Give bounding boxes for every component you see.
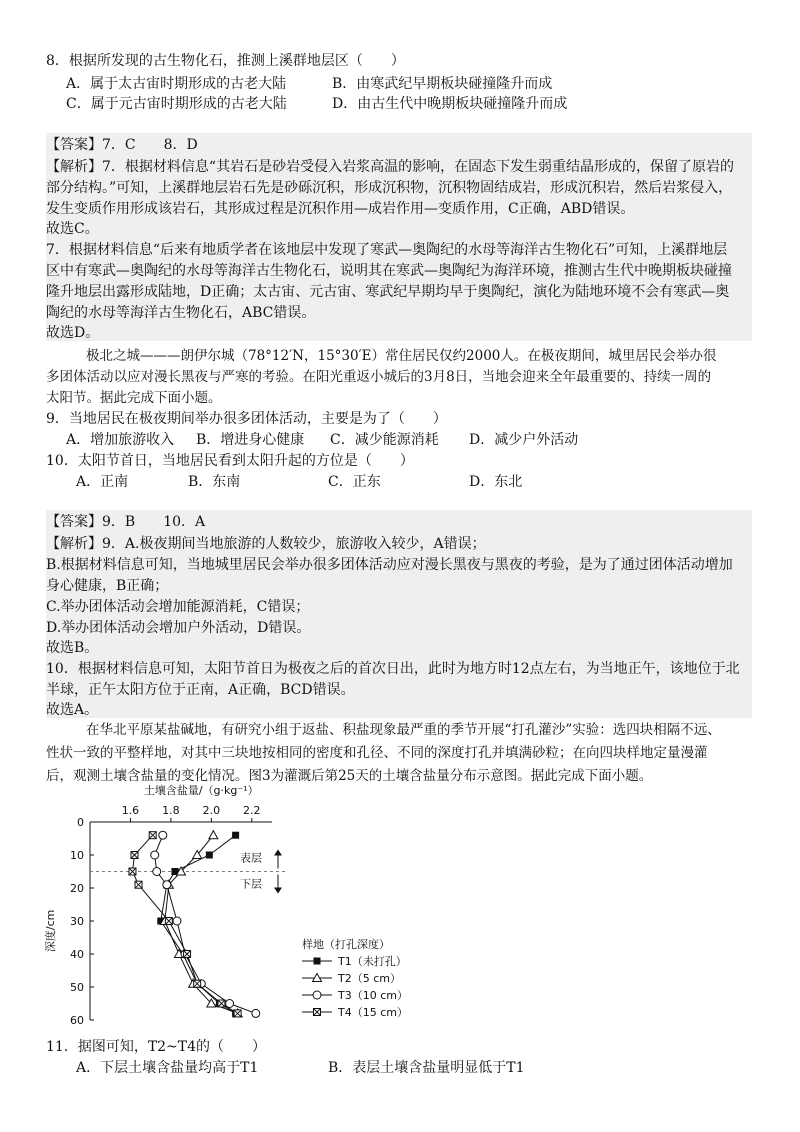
legend-title: 样地（打孔深度） (302, 938, 390, 951)
q10-stem: 10．太阳节首日，当地居民看到太阳升起的方位是（ ） (46, 453, 414, 469)
data-point-t1 (206, 852, 213, 859)
legend-marker (314, 958, 321, 965)
y-tick-label: 20 (70, 882, 84, 895)
legend-marker (314, 1009, 321, 1016)
answer-7-8: 【答案】7．C 8．D (46, 137, 198, 153)
y-tick-label: 40 (70, 948, 84, 961)
legend-entry: T1（未打孔） (338, 955, 407, 968)
data-point-t2 (209, 831, 218, 839)
material-paragraph: 后，观测土壤含盐量的变化情况。图3为灌溉后第25天的土壤含盐量分布示意图。据此完成下面小题。 (46, 768, 653, 784)
explanation-line: 身心健康，B正确； (46, 578, 169, 594)
answer-9-10: 【答案】9．B 10．A (46, 514, 206, 530)
data-point-t4 (129, 868, 136, 875)
explanation-line: 【解析】9．A.极夜期间当地旅游的人数较少，旅游收入较少，A错误； (46, 536, 486, 552)
q11-option-a: A．下层土壤含盐量均高于T1 (76, 1060, 259, 1076)
data-point-t3 (163, 881, 171, 889)
q9-option-c: C．减少能源消耗 (330, 432, 439, 448)
series-line-t4 (133, 835, 238, 1013)
data-point-t4 (149, 832, 156, 839)
explanation-line: 部分结构。”可知，上溪群地层岩石先是砂砾沉积，形成沉积物，沉积物固结成岩，形成沉积岩，然后岩浆侵入， (46, 180, 733, 196)
explanation-line: 故选A。 (46, 702, 99, 718)
explanation-line: 7．根据材料信息“后来有地质学者在该地层中发现了寒武—奥陶纪的水母等海洋古生物化石”可知，上溪群地层 (46, 242, 728, 258)
data-point-t3 (173, 917, 181, 925)
material-paragraph: 太阳节。据此完成下面小题。 (46, 390, 222, 406)
explanation-line: 故选B。 (46, 640, 99, 656)
q10-option-d: D．东北 (469, 474, 523, 490)
data-point-t4 (165, 918, 172, 925)
subsurface-layer-label: 下层 (240, 877, 262, 891)
explanation-line: D.举办团体活动会增加户外活动，D错误。 (46, 620, 311, 636)
q8-stem: 8．根据所发现的古生物化石，推测上溪群地层区（ ） (46, 53, 405, 69)
explanation-line: 故选D。 (46, 325, 100, 341)
y-tick-label: 0 (77, 816, 84, 829)
explanation-line: 10．根据材料信息可知，太阳节首日为极夜之后的首次日出，此时为地方时12点左右，为当地正午，该地位于北 (46, 661, 740, 677)
data-point-t3 (151, 851, 159, 859)
x-tick-label: 1.8 (162, 804, 180, 817)
x-tick-label: 1.6 (121, 804, 140, 817)
q9-stem: 9．当地居民在极夜期间举办很多团体活动，主要是为了（ ） (46, 411, 447, 427)
data-point-t4 (218, 1000, 225, 1007)
data-point-t3 (159, 831, 167, 839)
q10-option-b: B．东南 (188, 474, 241, 490)
q8-option-d: D．由古生代中晚期板块碰撞隆升而成 (332, 96, 568, 112)
material-paragraph: 在华北平原某盐碱地，有研究小组于返盐、积盐现象最严重的季节开展“打孔灌沙”实验：选四块相隔不远、 (86, 722, 721, 738)
soil-salt-chart (40, 782, 460, 1038)
data-point-t3 (153, 868, 161, 876)
y-tick-label: 50 (70, 981, 84, 994)
y-tick-label: 60 (70, 1014, 84, 1027)
data-point-t4 (135, 881, 142, 888)
legend-marker (313, 991, 321, 999)
y-axis-label: 深度/cm (44, 909, 57, 953)
explanation-line: B.根据材料信息可知，当地城里居民会举办很多团体活动应对漫长黑夜与黑夜的考验，是为了通过团体活动增加 (46, 557, 733, 573)
q8-option-a: A．属于太古宙时期形成的古老大陆 (66, 76, 287, 92)
x-tick-label: 2.2 (243, 804, 261, 817)
y-tick-label: 30 (70, 915, 84, 928)
surface-layer-label: 表层 (240, 851, 262, 865)
x-tick-label: 2.0 (202, 804, 221, 817)
legend-entry: T2（5 cm） (338, 972, 401, 985)
explanation-line: C.举办团体活动会增加能源消耗，C错误； (46, 599, 310, 615)
explanation-line: 区中有寒武—奥陶纪的水母等海洋古生物化石，说明其在寒武—奥陶纪为海洋环境，推测古生代中晚期板块碰撞 (46, 263, 732, 279)
data-point-t4 (234, 1010, 241, 1017)
material-paragraph: 极北之城———朗伊尔城（78°12′N，15°30′E）常住居民仅约2000人。在极夜期间，城里居民会举办很 (86, 348, 717, 364)
chart-title: 土壤含盐量/（g·kg⁻¹） (143, 784, 259, 797)
q8-option-c: C．属于元古宙时期形成的古老大陆 (66, 96, 287, 112)
y-tick-label: 10 (70, 849, 84, 862)
data-point-t4 (131, 852, 138, 859)
q9-option-d: D．减少户外活动 (469, 432, 579, 448)
explanation-line: 发生变质作用形成该岩石，其形成过程是沉积作用—成岩作用—变质作用，C正确，ABD错误。 (46, 201, 635, 217)
q9-option-b: B．增进身心健康 (196, 432, 305, 448)
explanation-line: 陶纪的水母等海洋古生物化石，ABC错误。 (46, 305, 316, 321)
data-point-t4 (184, 951, 191, 958)
q11-stem: 11．据图可知，T2~T4的（ ） (46, 1039, 267, 1055)
material-paragraph: 多团体活动以应对漫长黑夜与严寒的考验。在阳光重返小城后的3月8日，当地会迎来全年最重要的、持续一周的 (46, 369, 712, 385)
down-arrow-head-icon (274, 888, 282, 894)
legend-entry: T4（15 cm） (338, 1006, 408, 1019)
material-paragraph: 性状一致的平整样地，对其中三块地按相同的密度和孔径、不同的深度打孔并填满砂粒；在向四块样地定量漫灌 (46, 745, 708, 761)
up-arrow-head-icon (274, 850, 282, 856)
q8-option-b: B．由寒武纪早期板块碰撞隆升而成 (332, 76, 553, 92)
explanation-line: 故选C。 (46, 221, 99, 237)
explanation-line: 【解析】7．根据材料信息“其岩石是砂岩受侵入岩浆高温的影响，在固态下发生弱重结晶形成的，保留了原岩的 (46, 159, 735, 175)
q9-option-a: A．增加旅游收入 (66, 432, 175, 448)
data-point-t3 (252, 1009, 260, 1017)
data-point-t1 (232, 832, 239, 839)
explanation-line: 半球，正午太阳方位于正南，A正确，BCD错误。 (46, 682, 355, 698)
explanation-line: 隆升地层出露形成陆地，D正确；太古宙、元古宙、寒武纪早期均早于奥陶纪，演化为陆地环境不会有寒武—奥 (46, 284, 730, 300)
q11-option-b: B．表层土壤含盐量明显低于T1 (328, 1060, 525, 1076)
data-point-t4 (194, 980, 201, 987)
legend-entry: T3（10 cm） (338, 989, 408, 1002)
q10-option-c: C．正东 (328, 474, 381, 490)
q10-option-a: A．正南 (76, 474, 129, 490)
